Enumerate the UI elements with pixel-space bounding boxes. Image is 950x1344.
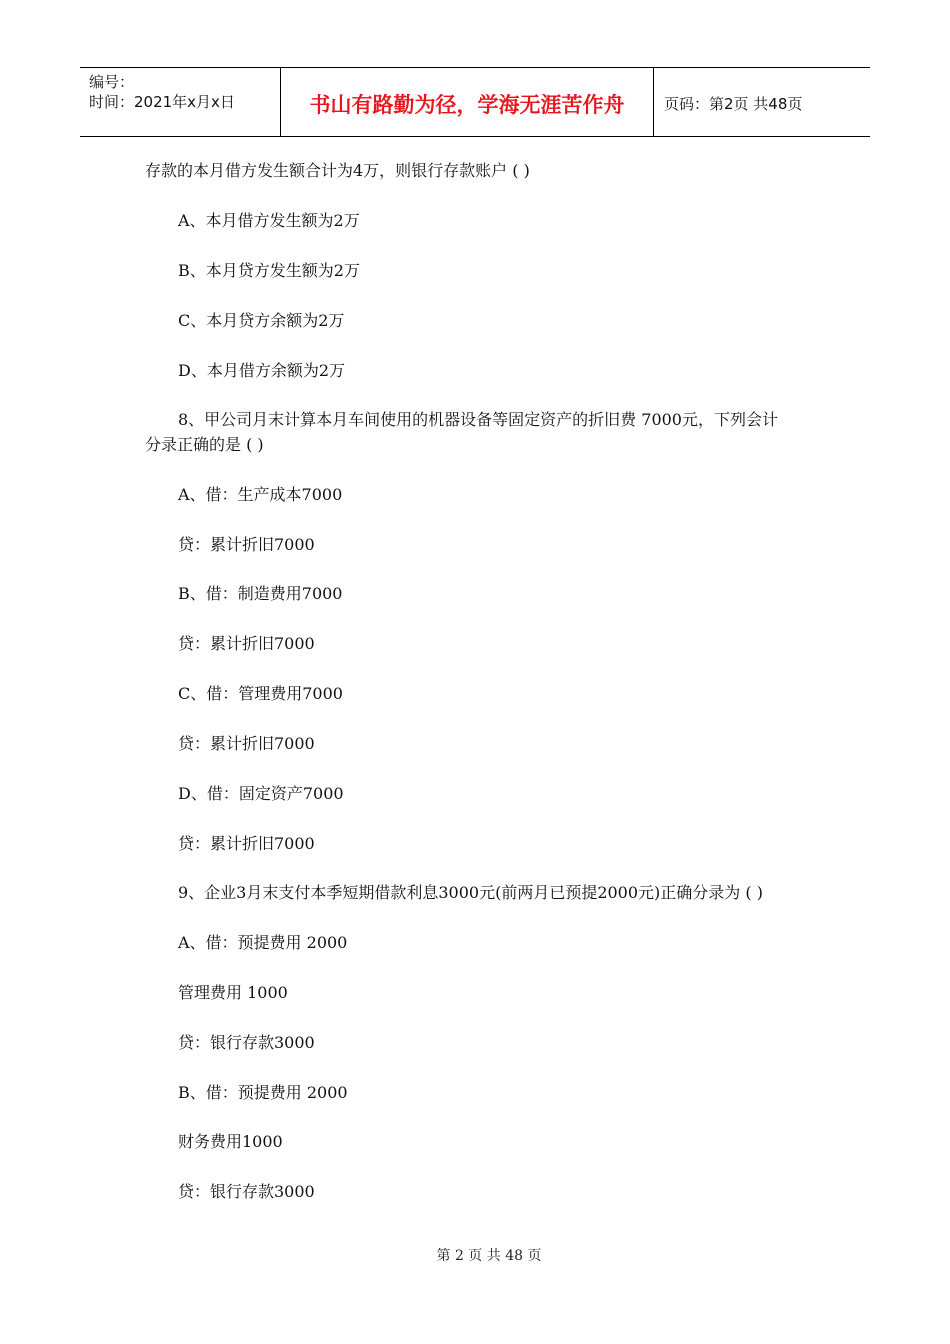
document-number-label: 编号：	[89, 73, 135, 91]
document-time-label: 时间：2021年x月x日	[89, 93, 235, 111]
option-line: C、本月贷方余额为2万	[178, 311, 345, 330]
question-line: 8、甲公司月末计算本月车间使用的机器设备等固定资产的折旧费 7000元，下列会计	[178, 410, 778, 429]
question-line: 分录正确的是 ( )	[145, 435, 264, 454]
option-line: B、借：制造费用7000	[178, 584, 343, 603]
option-line: A、借：预提费用 2000	[178, 933, 348, 952]
option-line: C、借：管理费用7000	[178, 684, 343, 703]
option-line: D、借：固定资产7000	[178, 784, 344, 803]
entry-line: 贷：累计折旧7000	[178, 634, 315, 653]
header-info-cell	[80, 68, 281, 136]
option-line: A、借：生产成本7000	[178, 485, 343, 504]
entry-line: 贷：银行存款3000	[178, 1182, 315, 1201]
entry-line: 管理费用 1000	[178, 983, 288, 1002]
entry-line: 贷：累计折旧7000	[178, 734, 315, 753]
entry-line: 贷：累计折旧7000	[178, 535, 315, 554]
option-line: B、借：预提费用 2000	[178, 1083, 348, 1102]
option-line: D、本月借方余额为2万	[178, 361, 346, 380]
page-header	[80, 67, 870, 137]
entry-line: 财务费用1000	[178, 1132, 283, 1151]
entry-line: 贷：累计折旧7000	[178, 834, 315, 853]
entry-line: 贷：银行存款3000	[178, 1033, 315, 1052]
header-page-label: 页码：第2页 共48页	[664, 94, 803, 113]
text-line: 存款的本月借方发生额合计为4万，则银行存款账户 ( )	[145, 161, 530, 180]
option-line: B、本月贷方发生额为2万	[178, 261, 360, 280]
page-footer: 第 2 页 共 48 页	[436, 1248, 542, 1264]
question-line: 9、企业3月末支付本季短期借款利息3000元(前两月已预提2000元)正确分录为 ( )	[178, 883, 763, 902]
option-line: A、本月借方发生额为2万	[178, 211, 360, 230]
header-motto: 书山有路勤为径，学海无涯苦作舟	[281, 68, 654, 136]
